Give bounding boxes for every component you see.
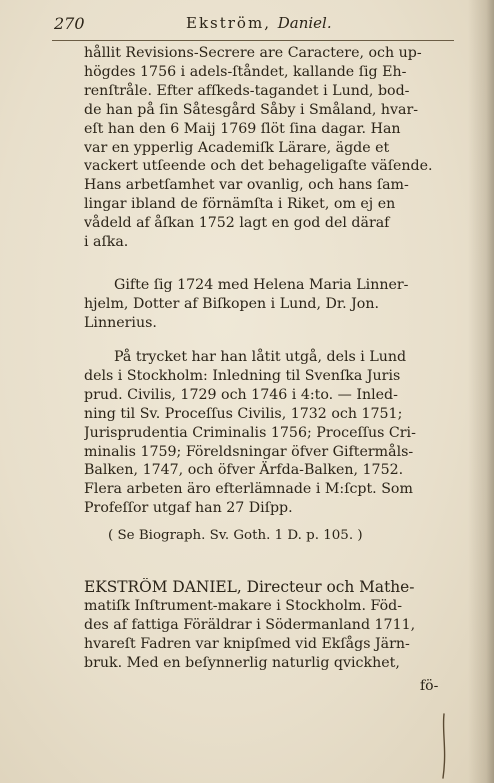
running-head-given-name: Daniel. (277, 14, 332, 32)
paragraph-works (84, 348, 454, 518)
text-line: Linnerius. (84, 314, 157, 331)
page-edge-shadow (468, 0, 494, 783)
text-line: matiſk Inſtrument-makare i Stockholm. Föd- (84, 597, 402, 614)
text-line: hjelm, Dotter af Biſkopen i Lund, Dr. Jon. (84, 295, 379, 312)
text-line: var en ypperlig Academiſk Lärare, ägde et (84, 139, 390, 156)
text-line: hållit Revisions-Secrere are Caractere, och up- (84, 45, 422, 61)
text-line: Balken, 1747, och öfver Ärfda-Balken, 1752. (84, 462, 404, 479)
text-line: lingar ibland de förnämſta i Riket, om ej en (84, 196, 396, 213)
text-line: minalis 1759; Föreldsningar öfver Giftermåls- (84, 443, 414, 460)
paragraph-marriage (84, 276, 454, 333)
header-rule (52, 40, 454, 41)
text-line: vackert utſeende och det behageligaſte väſende. (84, 158, 433, 175)
running-head-surname: Ekström, (186, 14, 271, 32)
page-header (54, 12, 454, 38)
text-line: Flera arbeten äro efterlämnade i M:ſcpt. Som (84, 481, 413, 498)
bibliographic-reference: ( Se Biograph. Sv. Goth. 1 D. p. 105. ) (108, 528, 363, 543)
text-line: Gifte ſig 1724 med Helena Maria Linner- (114, 277, 409, 293)
paragraph-biography-end (84, 44, 454, 252)
text-line: i aſka. (84, 234, 129, 251)
text-line: Profeſſor utgaf han 27 Diſpp. (84, 500, 293, 517)
entry-heading-line: EKSTRÖM DANIEL, Directeur och Mathe- (84, 578, 415, 596)
page-number: 270 (54, 14, 85, 33)
catchword: fö- (420, 678, 439, 694)
ink-stroke-mark (438, 712, 450, 780)
text-line: Jurisprudentia Criminalis 1756; Proceſſus Cri- (84, 424, 416, 441)
text-line: vådeld af åſkan 1752 lagt en god del däraf (84, 215, 390, 232)
text-line: Hans arbetſamhet var ovanlig, och hans ſam- (84, 177, 409, 194)
running-head (186, 14, 332, 32)
text-line: På trycket har han låtit utgå, dels i Lund (114, 349, 407, 365)
text-line: de han på ſin Såtesgård Såby i Småland, hvar- (84, 101, 419, 118)
text-line: eſt han den 6 Maij 1769 ſlöt ſina dagar. Han (84, 120, 401, 137)
entry-ekstrom-daniel (84, 578, 454, 673)
text-line: des af fattiga Föräldrar i Södermanland 1711, (84, 616, 416, 633)
text-line: ning til Sv. Proceſſus Civilis, 1732 och 1751; (84, 405, 403, 422)
text-line: hvareſt Fadren var knipſmed vid Ekſågs Järn- (84, 635, 410, 652)
text-line: prud. Civilis, 1729 och 1746 i 4:to. — Inled- (84, 386, 398, 403)
text-line: dels i Stockholm: Inledning til Svenſka Juris (84, 367, 401, 384)
text-line: högdes 1756 i adels-ſtåndet, kallande ſig Eh- (84, 63, 407, 80)
text-line: bruk. Med en beſynnerlig naturlig qvickhet, (84, 654, 400, 671)
text-line: renſtråle. Efter afſkeds-tagandet i Lund, bod- (84, 82, 410, 99)
